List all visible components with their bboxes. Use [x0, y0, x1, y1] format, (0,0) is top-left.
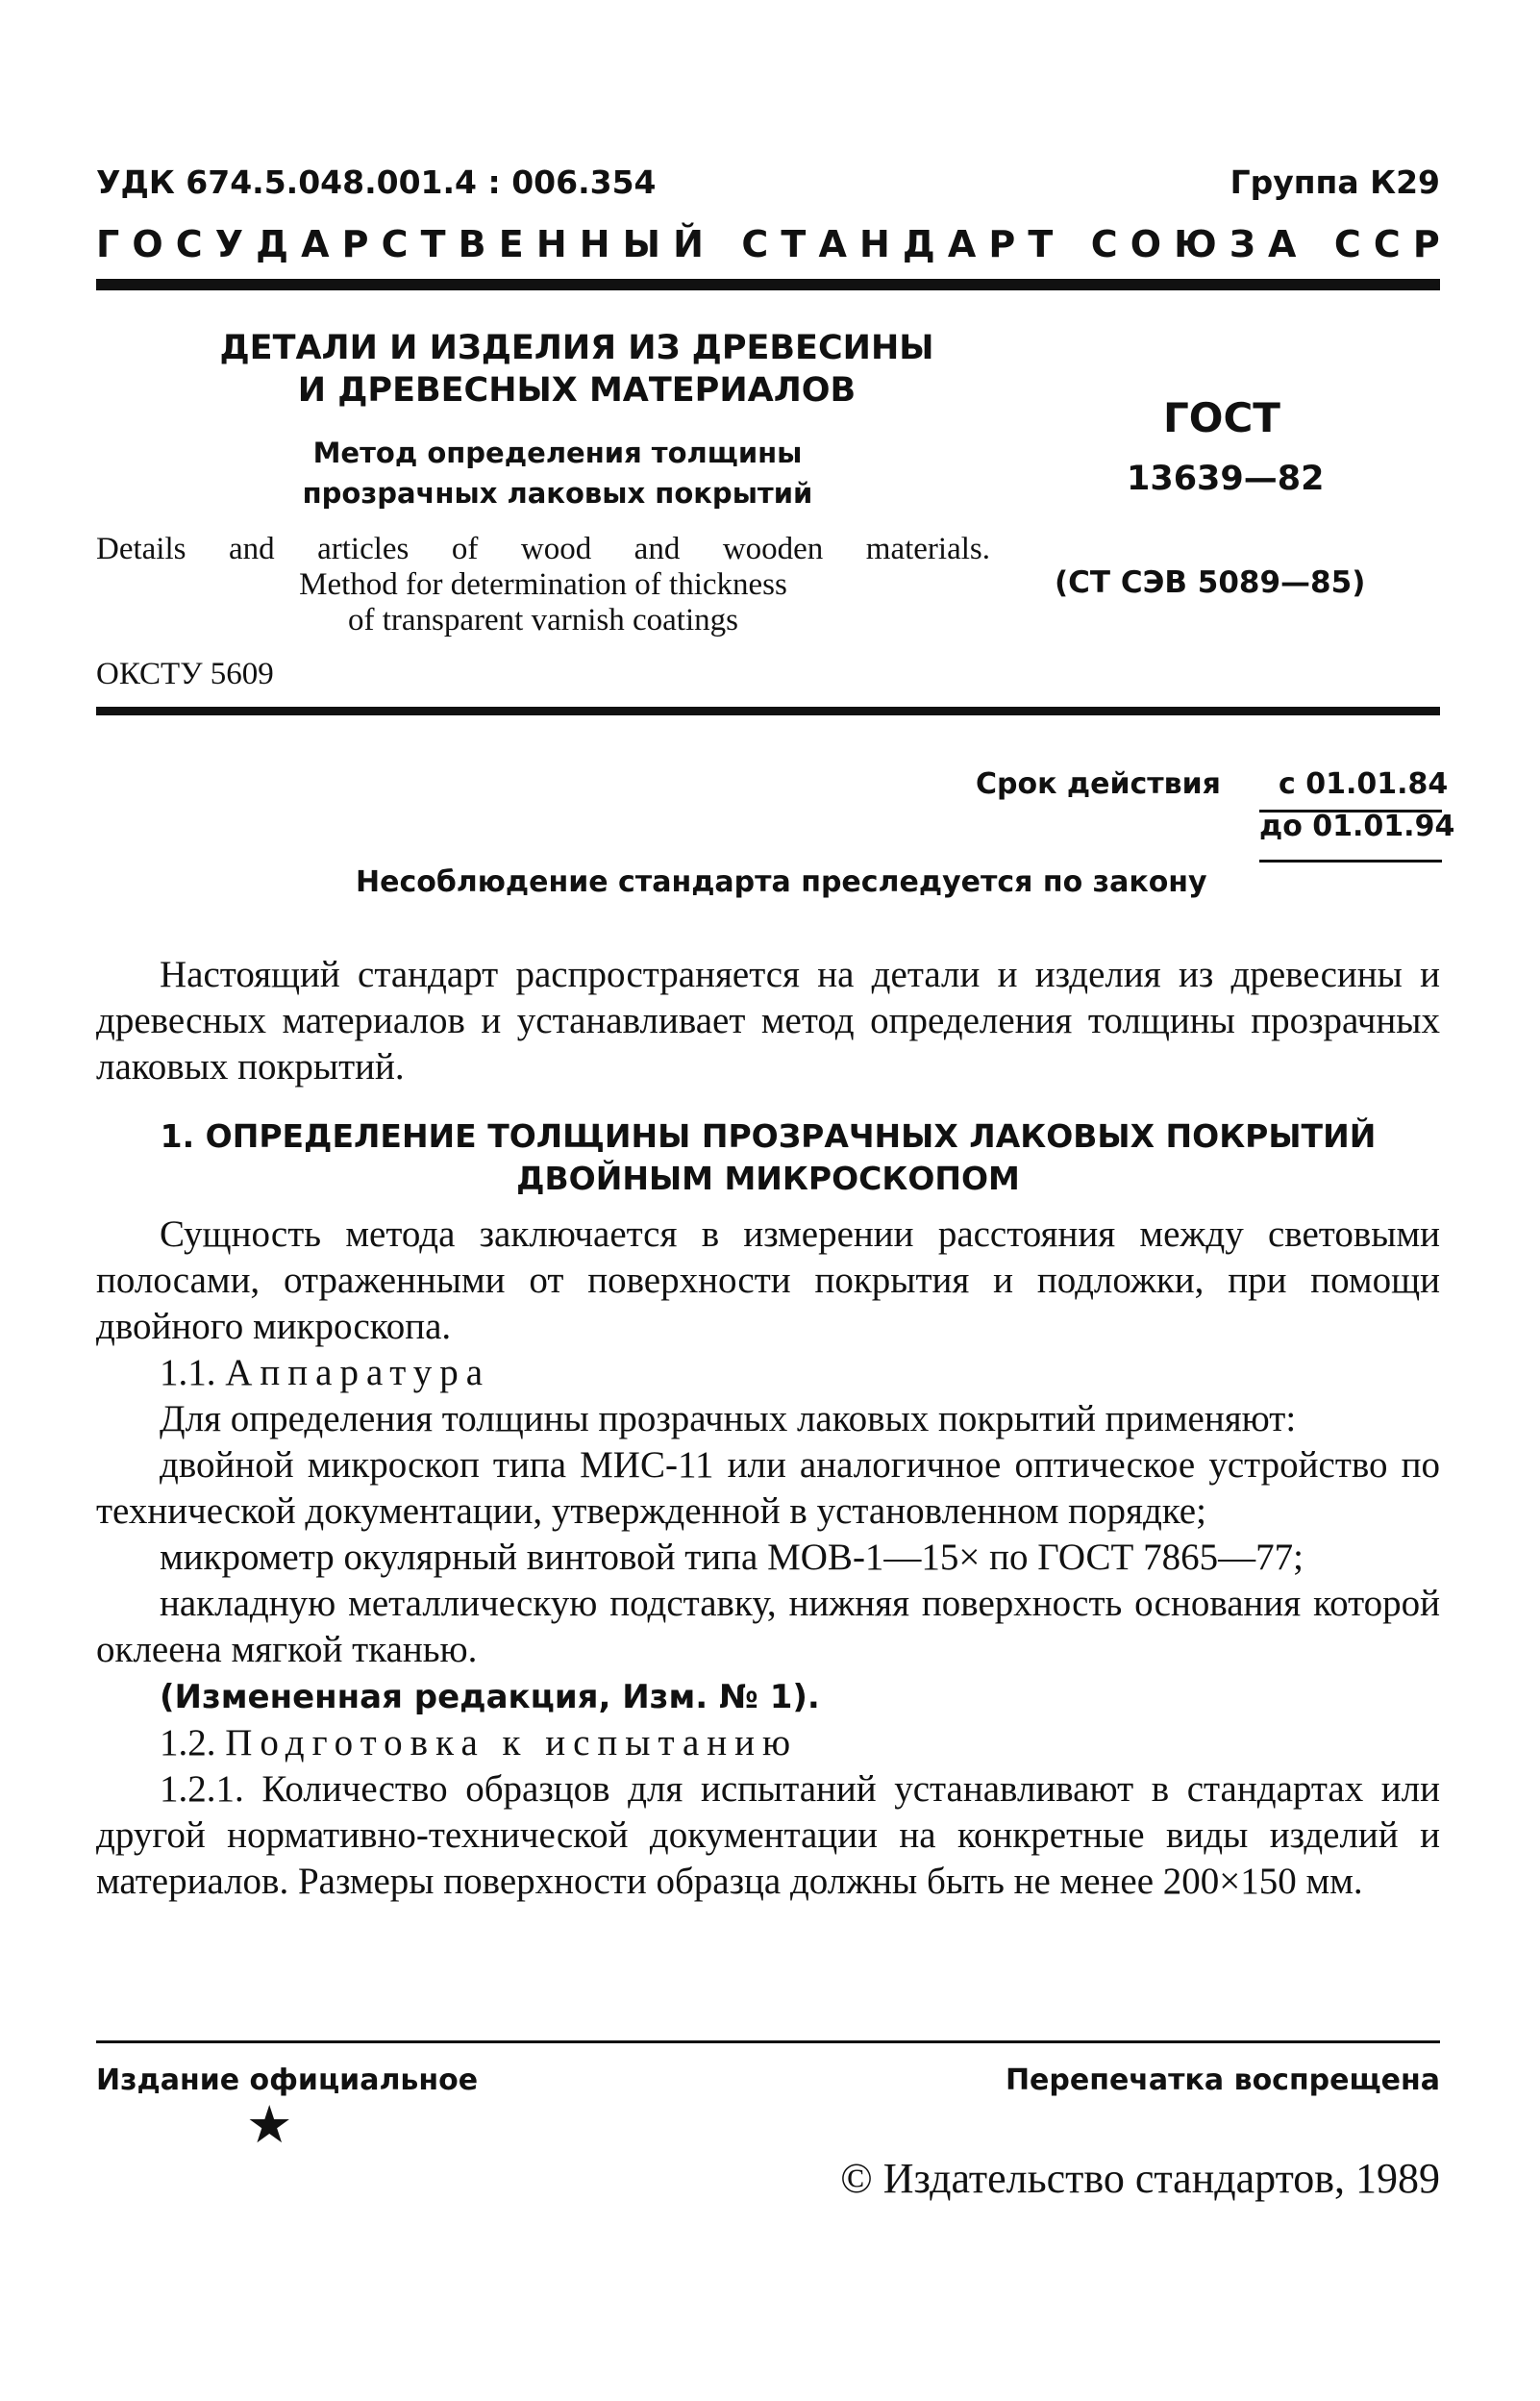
state-standard-letter: Р — [1412, 223, 1440, 265]
state-standard-letter: Т — [781, 223, 807, 265]
validity-from: с 01.01.84 — [1279, 767, 1449, 801]
title-russian — [192, 327, 961, 412]
validity-to: до 01.01.94 — [1259, 810, 1455, 843]
subtitle-russian-line-1: Метод определения толщины — [312, 437, 803, 469]
section-1-heading-line-2: ДВОЙНЫМ МИКРОСКОПОМ — [516, 1160, 1020, 1197]
state-standard-letter — [1065, 223, 1078, 265]
state-standard-letter: Н — [579, 223, 610, 265]
title-russian-line-1: ДЕТАЛИ И ИЗДЕЛИЯ ИЗ ДРЕВЕСИНЫ — [219, 329, 934, 367]
state-standard-letter: З — [1229, 223, 1255, 265]
state-standard-letter: В — [458, 223, 486, 265]
state-standard-letter: О — [132, 223, 163, 265]
state-standard-letter: Й — [673, 223, 704, 265]
apparatus-item-3: накладную металлическую подставку, нижняя поверхность основания которой оклеена мягкой тканью. — [96, 1583, 1440, 1670]
item-1-2-number: 1.2. — [160, 1722, 216, 1763]
state-standard-letter: С — [741, 223, 769, 265]
state-standard-letter: Р — [341, 223, 369, 265]
state-standard-letter: С — [175, 223, 203, 265]
state-standard-letter: Т — [420, 223, 446, 265]
title-english-line-3: of transparent varnish coatings — [348, 603, 738, 638]
validity-label: Срок действия — [976, 767, 1221, 801]
okstu-code: ОКСТУ 5609 — [96, 657, 274, 691]
copyright-notice: © Издательство стандартов, 1989 — [840, 2155, 1440, 2202]
footer-rule — [96, 2040, 1440, 2043]
state-standard-letter: С — [1090, 223, 1118, 265]
intro-paragraph: Настоящий стандарт распространяется на детали и изделия из древесины и древесных материалов и устанавливает метод определения толщины прозрачных лаковых покрытий. — [96, 954, 1440, 1088]
state-standard-letter: Т — [1028, 223, 1054, 265]
edit-note: (Измененная редакция, Изм. № 1). — [160, 1678, 820, 1716]
body-text — [96, 952, 1440, 1905]
st-sev-reference: (СТ СЭВ 5089—85) — [1055, 565, 1366, 600]
state-standard-banner — [96, 223, 1440, 265]
title-english — [96, 532, 990, 638]
state-standard-letter: Е — [498, 223, 524, 265]
star-icon: ★ — [246, 2096, 293, 2154]
subtitle-russian-line-2: прозрачных лаковых покрытий — [302, 477, 813, 510]
apparatus-item-2: микрометр окулярный винтовой типа МОВ-1—15× по ГОСТ 7865—77; — [160, 1537, 1304, 1578]
state-standard-letter: Г — [96, 223, 120, 265]
validity-divider-2 — [1259, 860, 1442, 863]
section-1-heading-line-1: 1. ОПРЕДЕЛЕНИЕ ТОЛЩИНЫ ПРОЗРАЧНЫХ ЛАКОВЫХ ПОКРЫТИЙ — [160, 1117, 1377, 1155]
item-1-1-number: 1.1. — [160, 1352, 216, 1393]
item-1-1-heading — [96, 1350, 1440, 1396]
state-standard-letter: Д — [256, 223, 289, 265]
state-standard-letter — [716, 223, 729, 265]
official-edition: Издание официальное — [96, 2063, 479, 2097]
title-russian-line-2: И ДРЕВЕСНЫХ МАТЕРИАЛОВ — [297, 371, 857, 410]
title-english-line-1: Details and articles of wood and wooden materials. — [96, 532, 990, 566]
state-standard-letter: Д — [902, 223, 935, 265]
law-notice: Несоблюдение стандарта преследуется по закону — [356, 865, 1207, 899]
state-standard-letter: С — [1333, 223, 1361, 265]
section-1-heading — [96, 1115, 1440, 1200]
state-standard-letter: Н — [535, 223, 567, 265]
state-standard-letter: А — [818, 223, 847, 265]
reprint-prohibited: Перепечатка воспрещена — [1005, 2063, 1440, 2097]
header-rule — [96, 279, 1440, 290]
title-english-line-2: Method for determination of thickness — [299, 567, 787, 602]
state-standard-letter: Ю — [1174, 223, 1217, 265]
state-standard-letter: У — [214, 223, 244, 265]
gost-label: ГОСТ — [1163, 394, 1280, 441]
item-1-2-title: Подготовка к испытанию — [225, 1722, 799, 1763]
title-rule — [96, 707, 1440, 715]
state-standard-letter: А — [301, 223, 330, 265]
apparatus-intro: Для определения толщины прозрачных лаковых покрытий применяют: — [160, 1398, 1297, 1439]
group-code: Группа К29 — [1230, 163, 1440, 201]
state-standard-letter: О — [1130, 223, 1162, 265]
udk-code: УДК 674.5.048.001.4 : 006.354 — [96, 163, 657, 201]
edit-note-line — [96, 1673, 1440, 1720]
item-1-2-1-paragraph: 1.2.1. Количество образцов для испытаний устанавливают в стандартах или другой нормативно-технической документации на конкретные виды изделий и материалов. Размеры поверхности образца должны быть не менее 200×150 мм. — [96, 1768, 1440, 1902]
state-standard-letter: С — [1373, 223, 1401, 265]
subtitle-russian — [211, 433, 904, 513]
gost-number: 13639—82 — [1127, 460, 1325, 498]
state-standard-letter: А — [947, 223, 977, 265]
apparatus-item-1: двойной микроскоп типа МИС-11 или аналогичное оптическое устройство по технической документации, утвержденной в установленном порядке; — [96, 1444, 1440, 1532]
item-1-2-heading — [96, 1720, 1440, 1766]
state-standard-letter — [1309, 223, 1322, 265]
item-1-1-title: Аппаратура — [225, 1352, 491, 1393]
state-standard-letter: Р — [988, 223, 1016, 265]
state-standard-letter: А — [1267, 223, 1297, 265]
essence-paragraph: Сущность метода заключается в измерении расстояния между световыми полосами, отраженными от поверхности покрытия и подложки, при помощи двойного микроскопа. — [96, 1213, 1440, 1347]
state-standard-letter: Н — [858, 223, 890, 265]
state-standard-letter: Ы — [622, 223, 661, 265]
state-standard-letter: С — [381, 223, 409, 265]
